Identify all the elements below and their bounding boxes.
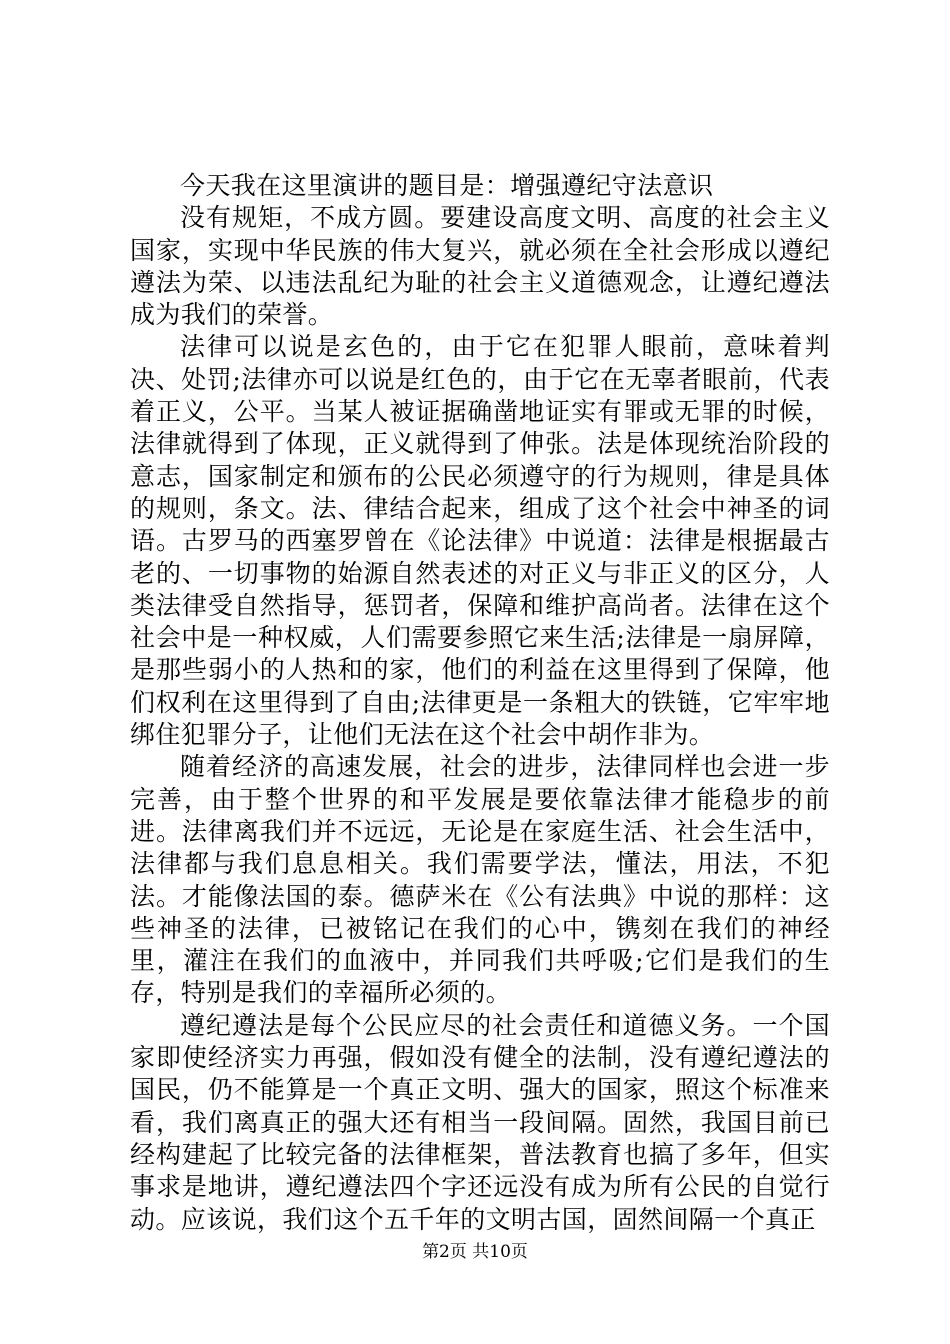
paragraph-law-colors: 法律可以说是玄色的，由于它在犯罪人眼前，意味着判决、处罚;法律亦可以说是红色的，由于它在无辜者眼前，代表着正义，公平。当某人被证据确凿地证实有罪或无罪的时候，法律就得到了体现，正义就得到了伸张。法是体现统治阶段的意志，国家制定和颁布的公民必须遵守的行为规则，律是具体的规则，条文。法、律结合起来，组成了这个社会中神圣的词语。古罗马的西塞罗曾在《论法律》中说道：法律是根据最古老的、一切事物的始源自然表述的对正义与非正义的区分，人类法律受自然指导，惩罚者，保障和维护高尚者。法律在这个社会中是一种权威，人们需要参照它来生活;法律是一扇屏障，是那些弱小的人热和的家，他们的利益在这里得到了保障，他们权利在这里得到了自由;法律更是一条粗大的铁链，它牢牢地绑住犯罪分子，让他们无法在这个社会中胡作非为。 — [130, 332, 830, 750]
page-footer: 第2页 共10页 — [422, 1242, 528, 1262]
paragraph-rules: 没有规矩，不成方圆。要建设高度文明、高度的社会主义国家，实现中华民族的伟大复兴，就必须在全社会形成以遵纪遵法为荣、以违法乱纪为耻的社会主义道德观念，让遵纪遵法成为我们的荣誉。 — [130, 203, 830, 330]
document-body — [130, 170, 830, 1236]
speech-title-line: 今天我在这里演讲的题目是：增强遵纪守法意识 — [180, 171, 714, 200]
paragraph-civic-duty: 遵纪遵法是每个公民应尽的社会责任和道德义务。一个国家即使经济实力再强，假如没有健全的法制，没有遵纪遵法的国民，仍不能算是一个真正文明、强大的国家，照这个标准来看，我们离真正的强大还有相当一段间隔。固然，我国目前已经构建起了比较完备的法律框架，普法教育也搞了多年，但实事求是地讲，遵纪遵法四个字还远没有成为所有公民的自觉行动。应该说，我们这个五千年的文明古国，固然间隔一个真正 — [130, 1010, 830, 1234]
paragraph-economy-law: 随着经济的高速发展，社会的进步，法律同样也会进一步完善，由于整个世界的和平发展是要依靠法律才能稳步的前进。法律离我们并不远远，无论是在家庭生活、社会生活中，法律都与我们息息相关。我们需要学法，懂法，用法，不犯法。才能像法国的泰。德萨米在《公有法典》中说的那样：这些神圣的法律，已被铭记在我们的心中，镌刻在我们的神经里，灌注在我们的血液中，并同我们共呼吸;它们是我们的生存，特别是我们的幸福所必须的。 — [130, 752, 830, 1008]
